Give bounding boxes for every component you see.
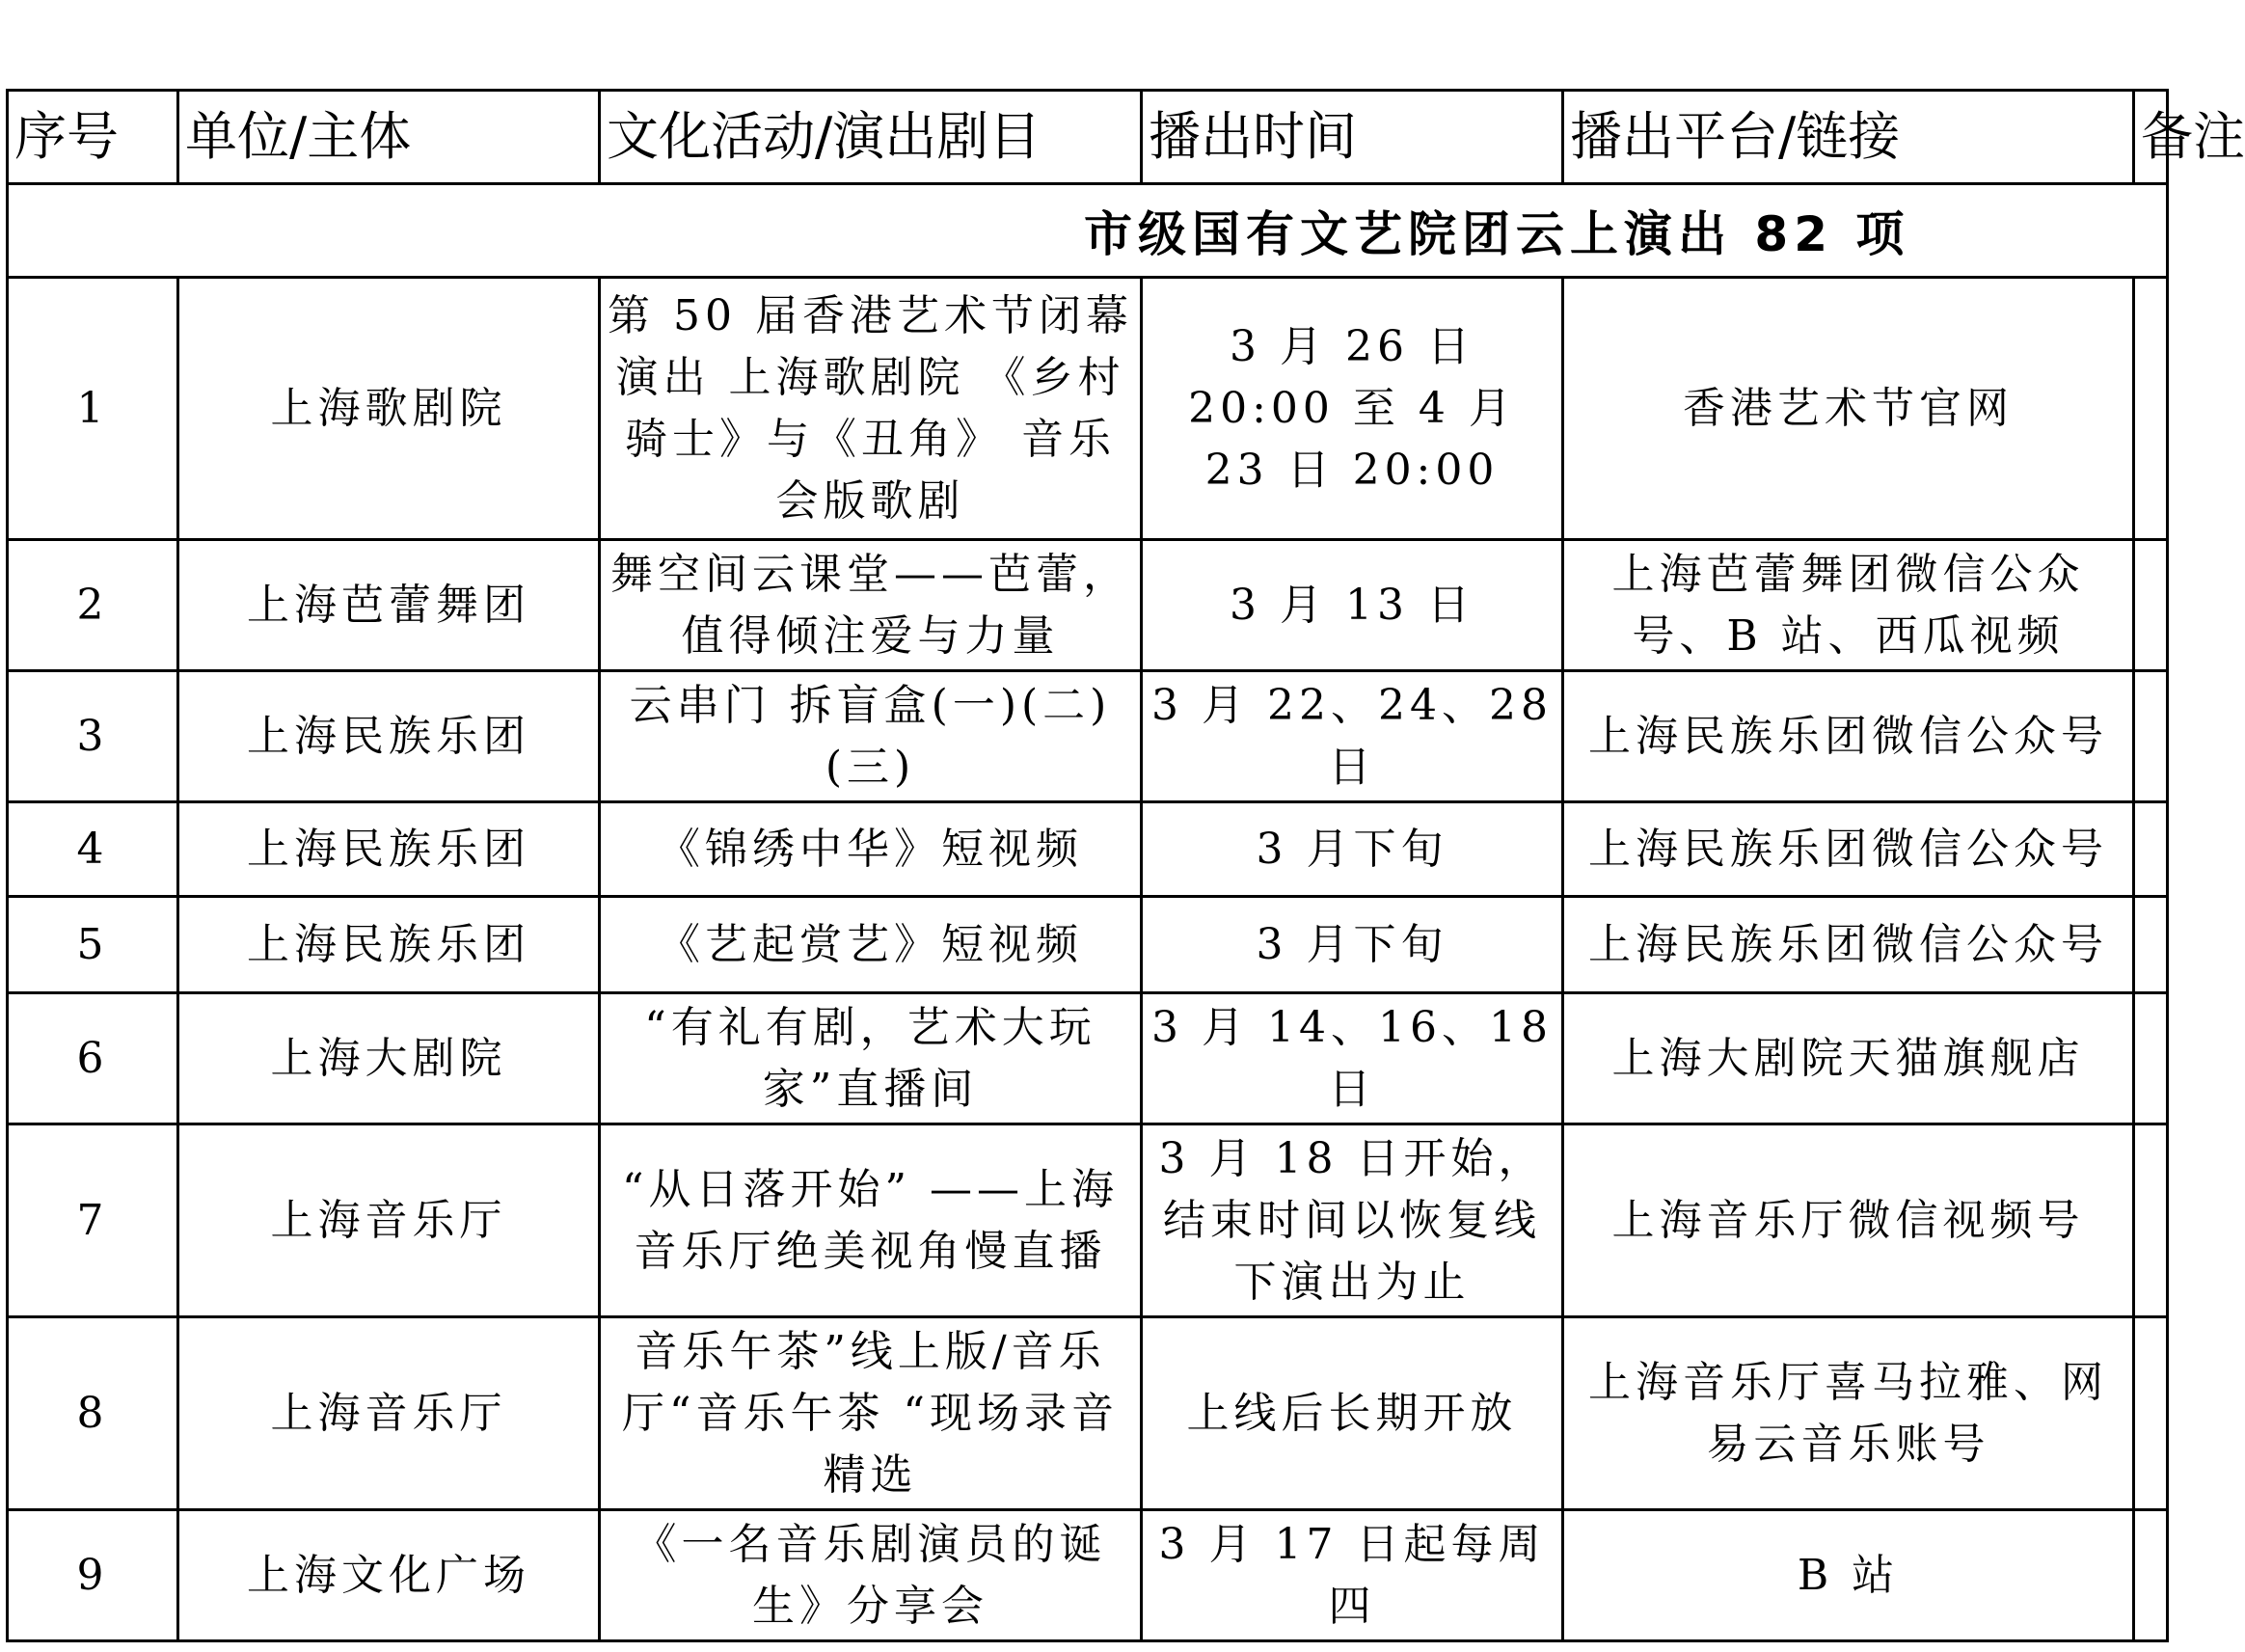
cell-time: 3 月下旬 xyxy=(1142,802,1563,897)
header-row xyxy=(8,91,2168,184)
table-row xyxy=(8,802,2168,897)
table-row xyxy=(8,540,2168,671)
cell-index: 1 xyxy=(8,278,178,540)
cell-unit: 上海民族乐团 xyxy=(178,671,600,802)
table-row xyxy=(8,1124,2168,1317)
cell-platform: B 站 xyxy=(1563,1510,2134,1641)
header-cell-notes: 备注 xyxy=(2134,91,2168,184)
cell-index: 9 xyxy=(8,1510,178,1641)
events-table xyxy=(6,89,2245,1642)
table-row xyxy=(8,897,2168,993)
cell-platform: 香港艺术节官网 xyxy=(1563,278,2134,540)
header-cell-platform: 播出平台/链接 xyxy=(1563,91,2134,184)
cell-platform: 上海民族乐团微信公众号 xyxy=(1563,802,2134,897)
cell-unit: 上海大剧院 xyxy=(178,993,600,1124)
spreadsheet-sheet xyxy=(6,89,2245,1640)
cell-unit: 上海音乐厅 xyxy=(178,1124,600,1317)
cell-time: 3 月 18 日开始，结束时间以恢复线下演出为止 xyxy=(1142,1124,1563,1317)
cell-time: 上线后长期开放 xyxy=(1142,1317,1563,1510)
cell-activity: 《艺起赏艺》短视频 xyxy=(600,897,1142,993)
section-row xyxy=(8,184,2168,278)
cell-unit: 上海音乐厅 xyxy=(178,1317,600,1510)
table-row xyxy=(8,671,2168,802)
cell-notes xyxy=(2134,540,2168,671)
cell-platform: 上海音乐厅喜马拉雅、网易云音乐账号 xyxy=(1563,1317,2134,1510)
table-row xyxy=(8,278,2168,540)
cell-notes xyxy=(2134,897,2168,993)
cell-notes xyxy=(2134,1510,2168,1641)
cell-activity: 《锦绣中华》短视频 xyxy=(600,802,1142,897)
cell-activity: 第 50 届香港艺术节闭幕演出 上海歌剧院 《乡村骑士》与《丑角》 音乐会版歌剧 xyxy=(600,278,1142,540)
cell-notes xyxy=(2134,802,2168,897)
cell-activity: “有礼有剧，艺术大玩家”直播间 xyxy=(600,993,1142,1124)
cell-notes xyxy=(2134,671,2168,802)
cell-activity: 云串门 拆盲盒(一)(二)(三) xyxy=(600,671,1142,802)
cell-index: 2 xyxy=(8,540,178,671)
cell-time: 3 月 26 日 20:00 至 4 月 23 日 20:00 xyxy=(1142,278,1563,540)
cell-activity: 舞空间云课堂——芭蕾，值得倾注爱与力量 xyxy=(600,540,1142,671)
cell-time: 3 月 22、24、28 日 xyxy=(1142,671,1563,802)
cell-unit: 上海民族乐团 xyxy=(178,897,600,993)
cell-activity: “从日落开始” ——上海音乐厅绝美视角慢直播 xyxy=(600,1124,1142,1317)
cell-unit: 上海歌剧院 xyxy=(178,278,600,540)
header-cell-index: 序号 xyxy=(8,91,178,184)
table-row xyxy=(8,993,2168,1124)
table-row xyxy=(8,1317,2168,1510)
cell-unit: 上海芭蕾舞团 xyxy=(178,540,600,671)
section-title: 市级国有文艺院团云上演出 82 项 xyxy=(8,184,2168,278)
cell-unit: 上海民族乐团 xyxy=(178,802,600,897)
cell-index: 4 xyxy=(8,802,178,897)
cell-index: 7 xyxy=(8,1124,178,1317)
header-cell-unit: 单位/主体 xyxy=(178,91,600,184)
cell-time: 3 月 17 日起每周四 xyxy=(1142,1510,1563,1641)
cell-time: 3 月下旬 xyxy=(1142,897,1563,993)
cell-index: 6 xyxy=(8,993,178,1124)
cell-activity: 音乐午茶”线上版/音乐厅“音乐午茶 “现场录音精选 xyxy=(600,1317,1142,1510)
table-row xyxy=(8,1510,2168,1641)
cell-notes xyxy=(2134,278,2168,540)
cell-notes xyxy=(2134,1124,2168,1317)
cell-platform: 上海大剧院天猫旗舰店 xyxy=(1563,993,2134,1124)
cell-platform: 上海芭蕾舞团微信公众号、B 站、西瓜视频 xyxy=(1563,540,2134,671)
cell-platform: 上海民族乐团微信公众号 xyxy=(1563,897,2134,993)
cell-notes xyxy=(2134,993,2168,1124)
cell-activity: 《一名音乐剧演员的诞生》分享会 xyxy=(600,1510,1142,1641)
cell-index: 5 xyxy=(8,897,178,993)
cell-index: 3 xyxy=(8,671,178,802)
cell-platform: 上海民族乐团微信公众号 xyxy=(1563,671,2134,802)
cell-time: 3 月 13 日 xyxy=(1142,540,1563,671)
header-cell-activity: 文化活动/演出剧目 xyxy=(600,91,1142,184)
cell-notes xyxy=(2134,1317,2168,1510)
cell-unit: 上海文化广场 xyxy=(178,1510,600,1641)
cell-time: 3 月 14、16、18 日 xyxy=(1142,993,1563,1124)
cell-platform: 上海音乐厅微信视频号 xyxy=(1563,1124,2134,1317)
header-cell-time: 播出时间 xyxy=(1142,91,1563,184)
cell-index: 8 xyxy=(8,1317,178,1510)
